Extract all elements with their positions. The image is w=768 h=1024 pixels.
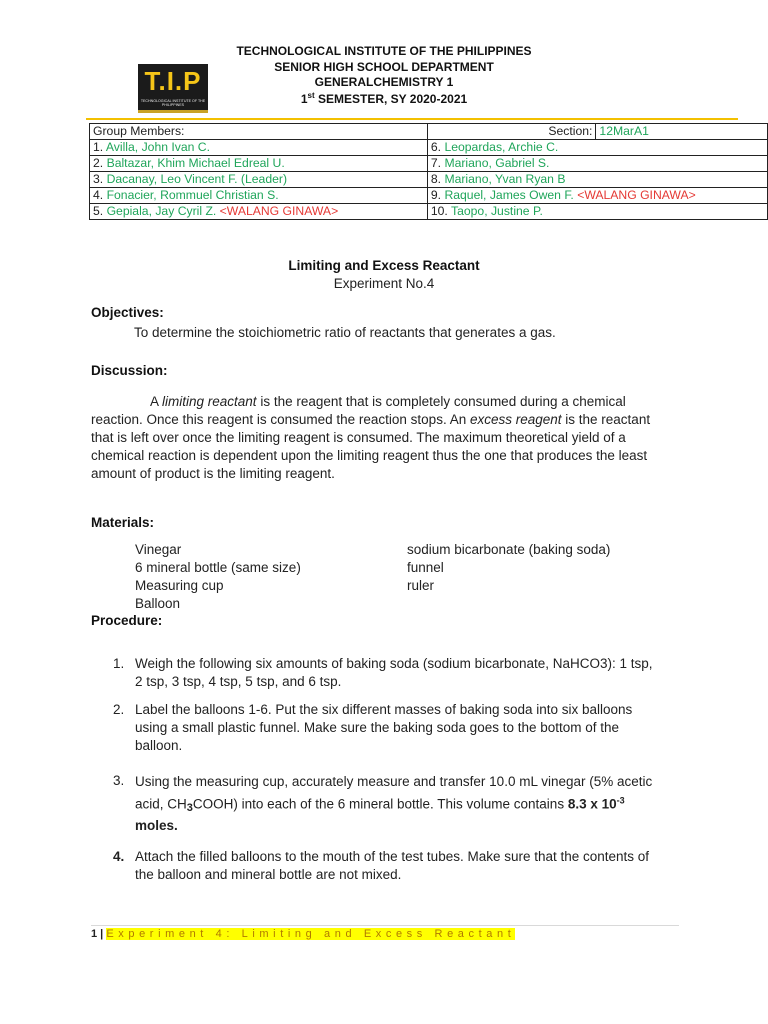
procedure-heading: Procedure:	[91, 613, 163, 628]
table-row	[90, 204, 768, 220]
step-text: Using the measuring cup, accurately measure and transfer 10.0 mL vinegar (5% acetic acid, CH3COOH) into each of the 6 mineral bottle. This volume contains 8.3 x $10^{-3}$ moles.	[135, 774, 653, 833]
materials-heading: Materials:	[91, 515, 155, 530]
section-value: 12MarA1	[596, 124, 768, 140]
course-name: GENERALCHEMISTRY 1	[314, 75, 454, 89]
institution-name: TECHNOLOGICAL INSTITUTE OF THE PHILIPPINES	[236, 44, 532, 58]
step-number: 2.	[113, 702, 125, 717]
material-item: ruler	[407, 578, 435, 593]
member-cell: 10. Taopo, Justine P.	[427, 204, 767, 220]
member-cell: 5. Gepiala, Jay Cyril Z. <WALANG GINAWA>	[90, 204, 428, 220]
step-number: 1.	[113, 656, 125, 671]
group-members-table	[89, 123, 768, 220]
member-cell: 9. Raquel, James Owen F. <WALANG GINAWA>	[427, 188, 767, 204]
department-name: SENIOR HIGH SCHOOL DEPARTMENT	[274, 60, 494, 74]
page-footer: 1 | Experiment 4: Limiting and Excess Reactant	[91, 928, 516, 940]
semester-line: 1st SEMESTER, SY 2020-2021	[300, 91, 468, 106]
table-row	[90, 156, 768, 172]
member-cell: 4. Fonacier, Rommuel Christian S.	[90, 188, 428, 204]
member-cell: 2. Baltazar, Khim Michael Edreal U.	[90, 156, 428, 172]
objectives-text: To determine the stoichiometric ratio of reactants that generates a gas.	[134, 325, 556, 340]
step-text: Weigh the following six amounts of baking soda (sodium bicarbonate, NaHCO3): 1 tsp, 2 tsp, 3 tsp, 4 tsp, 5 tsp, and 6 tsp.	[135, 656, 653, 689]
step-number: 3.	[113, 773, 125, 788]
page-number: 1	[91, 928, 98, 940]
footer-label: Experiment 4: Limiting and Excess Reactant	[106, 928, 516, 940]
material-item: Measuring cup	[135, 578, 224, 593]
members-label: Group Members:	[90, 124, 428, 140]
step-text: Attach the filled balloons to the mouth of the test tubes. Make sure that the contents of the balloon and mineral bottle are not mixed.	[135, 849, 650, 882]
member-cell: 1. Avilla, John Ivan C.	[90, 140, 428, 156]
logo-subtext: TECHNOLOGICAL INSTITUTE OF THE PHILIPPINES	[140, 99, 206, 107]
member-cell: 6. Leopardas, Archie C.	[427, 140, 767, 156]
material-item: sodium bicarbonate (baking soda)	[407, 542, 611, 557]
step-number: 4.	[113, 849, 125, 864]
materials-list-left	[135, 541, 301, 613]
discussion-heading: Discussion:	[91, 363, 168, 378]
member-cell: 8. Mariano, Yvan Ryan B	[427, 172, 767, 188]
objectives-heading: Objectives:	[91, 305, 164, 320]
table-row	[90, 140, 768, 156]
discussion-text: A limiting reactant is the reagent that is completely consumed during a chemical reaction. Once this reagent is consumed the reaction stops. An excess reagent is the reactant that is left over once the limiting reagent is consumed. The maximum theoretical yield of a chemical reaction is dependent upon the limiting reagent thus the one that produces the least amount of product is the limiting reagent.	[91, 394, 651, 481]
section-label: Section:	[427, 124, 596, 140]
logo-letters: T.I.P	[144, 66, 202, 96]
footer-divider	[91, 925, 679, 926]
tip-logo	[138, 64, 208, 113]
materials-list-right	[407, 541, 610, 595]
experiment-number: Experiment No.4	[333, 276, 435, 291]
material-item: Vinegar	[135, 542, 182, 557]
experiment-title: Limiting and Excess Reactant	[288, 258, 480, 273]
material-item: Balloon	[135, 596, 181, 611]
table-row	[90, 188, 768, 204]
member-cell: 7. Mariano, Gabriel S.	[427, 156, 767, 172]
material-item: 6 mineral bottle (same size)	[135, 560, 301, 575]
material-item: funnel	[407, 560, 444, 575]
member-cell: 3. Dacanay, Leo Vincent F. (Leader)	[90, 172, 428, 188]
header-divider	[86, 118, 738, 120]
table-header-row	[90, 124, 768, 140]
step-text: Label the balloons 1-6. Put the six different masses of baking soda into six balloons using a small plastic funnel. Make sure the baking soda goes to the bottom of the balloon.	[135, 702, 633, 753]
table-row	[90, 172, 768, 188]
